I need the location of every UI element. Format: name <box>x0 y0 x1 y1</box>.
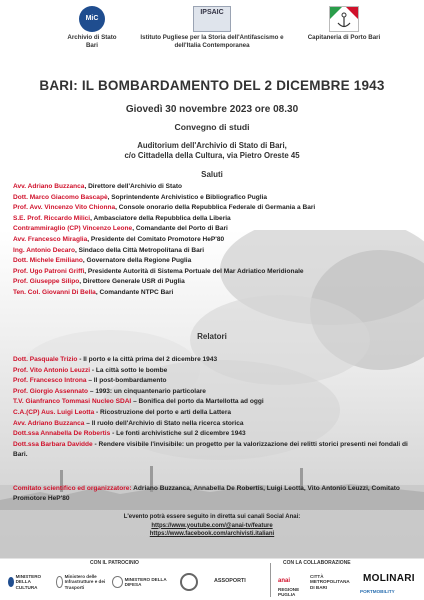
ipsaic-logo <box>130 6 294 49</box>
talk-title: - Le fonti archivistiche sul 2 dicembre 1943 <box>110 430 246 438</box>
event-type: Convegno di studi <box>174 122 250 132</box>
anchor-flag-icon <box>329 6 359 32</box>
talk-title: - Rendere visibile l'invisibile: un progetto per la valorizzazione dei relitti storici presenti nei fondali di Bari. <box>13 440 408 459</box>
mic-ministry-logo <box>8 571 52 593</box>
speaker-name: Prof. Giuseppe Silipo <box>13 278 80 286</box>
committee-members: Adriano Buzzanca, Annabella De Robertis, Luigi Leotta, Vito Antonio Leuzzi, Comitato Promotore HeP'80 <box>13 485 400 502</box>
list-item <box>13 288 418 299</box>
speaker-role: , Presidente del Comitato Promotore HeP'80 <box>87 235 225 243</box>
list-item <box>13 387 418 398</box>
difesa-ministry-logo <box>112 571 176 593</box>
list-item <box>13 376 418 387</box>
speaker-name: Prof. Ugo Patroni Griffi <box>13 267 85 275</box>
capitaneria-logo-label: Capitaneria di Porto Bari <box>307 34 381 41</box>
emblem-icon <box>56 576 63 588</box>
speaker-name: Avv. Adriano Buzzanca <box>13 183 85 190</box>
molinari-logo: MOLINARI <box>363 573 415 584</box>
talk-title: - La città sotto le bombe <box>90 366 168 374</box>
capitaneria-logo <box>304 6 384 42</box>
speaker-name: Ing. Antonio Decaro <box>13 246 75 254</box>
live-text: L'evento potrà essere seguito in diretta sui canali Social Anai: <box>123 514 301 520</box>
list-item <box>13 246 418 257</box>
talk-title: - Ricostruzione del porto e arti della Lattera <box>94 408 232 416</box>
speaker-name: Avv. Francesco Miraglia <box>13 235 88 243</box>
speaker-role: , Ambasciatore della Repubblica della Liberia <box>90 214 231 222</box>
anniversary-logo <box>180 571 204 593</box>
list-item <box>13 267 418 278</box>
regione-puglia-label: REGIONE PUGLIA <box>278 586 300 597</box>
speaker-name: Prof. Francesco Introna <box>13 377 87 385</box>
list-item <box>13 440 418 461</box>
mic-logo-icon: MiC <box>79 6 105 32</box>
footer-divider <box>270 563 271 597</box>
speaker-role: , Soprintendente Archivistico e Bibliografico Puglia <box>107 193 268 201</box>
venue-line-1: Auditorium dell'Archivio di Stato di Bari, <box>137 141 287 150</box>
difesa-ministry-label: MINISTERO DELLA DIFESA <box>124 576 167 587</box>
list-item <box>13 203 418 214</box>
youtube-link[interactable]: https://www.youtube.com/@anai-tv/feature <box>151 522 273 529</box>
saluti-list <box>13 182 418 299</box>
saluti-heading: Saluti <box>201 170 223 179</box>
speaker-role: , Governatore della Regione Puglia <box>82 257 192 265</box>
list-item <box>13 429 418 440</box>
speaker-name: Dott. Marco Giacomo Bascapè <box>13 193 108 201</box>
list-item <box>13 182 418 193</box>
committee <box>13 484 413 504</box>
speaker-role: , Direttore dell'Archivio di Stato <box>84 183 183 190</box>
portmobility-logo <box>360 587 420 597</box>
header-logos <box>0 0 424 72</box>
list-item <box>13 419 418 430</box>
list-item <box>13 214 418 225</box>
anai-label: anai <box>278 578 291 585</box>
event-date: Giovedì 30 novembre 2023 ore 08.30 <box>125 104 299 115</box>
speaker-name: S.E. Prof. Riccardo Milici <box>13 214 91 222</box>
archivio-logo <box>62 6 122 49</box>
talk-title: – Il post-bombardamento <box>86 377 167 385</box>
collaborazione-label: CON LA COLLABORAZIONE <box>283 560 351 566</box>
speaker-name: Contrammiraglio (CP) Vincenzo Leone <box>13 225 133 233</box>
list-item <box>13 277 418 288</box>
main-title: BARI: IL BOMBARDAMENTO DEL 2 DICEMBRE 1943 <box>39 78 385 93</box>
citta-metropolitana-logo <box>310 571 350 593</box>
list-item <box>13 224 418 235</box>
list-item <box>13 355 418 366</box>
speaker-name: Dott.ssa Annabella De Robertis <box>13 430 111 438</box>
mic-ministry-label: MINISTERO DELLA CULTURA <box>15 574 42 590</box>
speaker-role: , Sindaco della Città Metropolitana di Bari <box>74 246 205 254</box>
live-stream-info <box>0 513 424 539</box>
speaker-name: Prof. Vito Antonio Leuzzi <box>13 366 91 374</box>
list-item <box>13 193 418 204</box>
speaker-name: Dott. Pasquale Trizio <box>13 356 78 363</box>
venue-line-2: c/o Cittadella della Cultura, via Pietro Oreste 45 <box>124 151 300 160</box>
ipsaic-logo-icon: IPSAIC <box>193 6 231 32</box>
speaker-role: , Comandante NTPC Bari <box>95 288 174 296</box>
list-item <box>13 235 418 246</box>
talk-title: – 1993: un cinquantenario particolare <box>88 387 206 395</box>
mit-ministry-label: Ministero delle Infrastrutture e dei Trasporti <box>64 574 106 590</box>
venue <box>0 141 424 161</box>
speaker-name: Prof. Giorgio Assennato <box>13 387 89 395</box>
speaker-name: Dott.ssa Barbara Davidde <box>13 440 93 448</box>
speaker-role: , Presidente Autorità di Sistema Portuale del Mar Adriatico Meridionale <box>84 267 304 275</box>
archivio-logo-label: Archivio di Stato Bari <box>67 34 117 49</box>
committee-label: Comitato scientifico ed organizzatore: <box>13 485 132 492</box>
portmobility-label: PORTMOBILITY <box>360 589 395 595</box>
talk-title: – Il ruolo dell'Archivio di Stato nella ricerca storica <box>84 419 244 427</box>
list-item <box>13 256 418 267</box>
mic-icon <box>8 577 14 587</box>
relatori-heading: Relatori <box>197 332 227 341</box>
speaker-name: Dott. Michele Emiliano <box>13 257 83 265</box>
mit-ministry-logo <box>56 571 108 593</box>
speaker-role: , Console onorario della Repubblica Federale di Germania a Bari <box>115 204 316 212</box>
star-emblem-icon <box>112 576 123 588</box>
patrocinio-label: CON IL PATROCINIO <box>90 560 139 566</box>
regione-puglia-logo <box>278 587 314 597</box>
footer-logos <box>0 558 424 600</box>
talk-title: – Bonifica del porto da Martellotta ad oggi <box>131 398 264 406</box>
talk-title: - Il porto e la città prima del 2 dicembre 1943 <box>77 356 218 363</box>
ipsaic-logo-label: Istituto Pugliese per la Storia dell'Antifascismo e dell'Italia Contemporanea <box>140 34 284 49</box>
facebook-link[interactable]: https://www.facebook.com/archivisti.italiani <box>149 531 275 538</box>
speaker-name: Avv. Adriano Buzzanca <box>13 419 85 427</box>
list-item <box>13 397 418 408</box>
speaker-name: Prof. Avv. Vincenzo Vito Chionna <box>13 204 116 212</box>
speaker-name: Ten. Col. Giovanni Di Bella <box>13 288 96 296</box>
list-item <box>13 408 418 419</box>
speaker-role: , Comandante del Porto di Bari <box>132 225 228 233</box>
badge-icon <box>180 573 198 591</box>
speaker-name: C.A.(CP) Aus. Luigi Leotta <box>13 408 95 416</box>
relatori-list <box>13 355 418 461</box>
assoporti-logo <box>214 571 266 593</box>
speaker-name: T.V. Gianfranco Tommasi Nucleo SDAI <box>13 398 132 406</box>
citta-metropolitana-label: CITTÀ METROPOLITANA DI BARI <box>310 574 350 590</box>
list-item <box>13 366 418 377</box>
assoporti-label: ASSOPORTI <box>214 578 246 585</box>
speaker-role: , Direttore Generale USR di Puglia <box>79 278 185 286</box>
